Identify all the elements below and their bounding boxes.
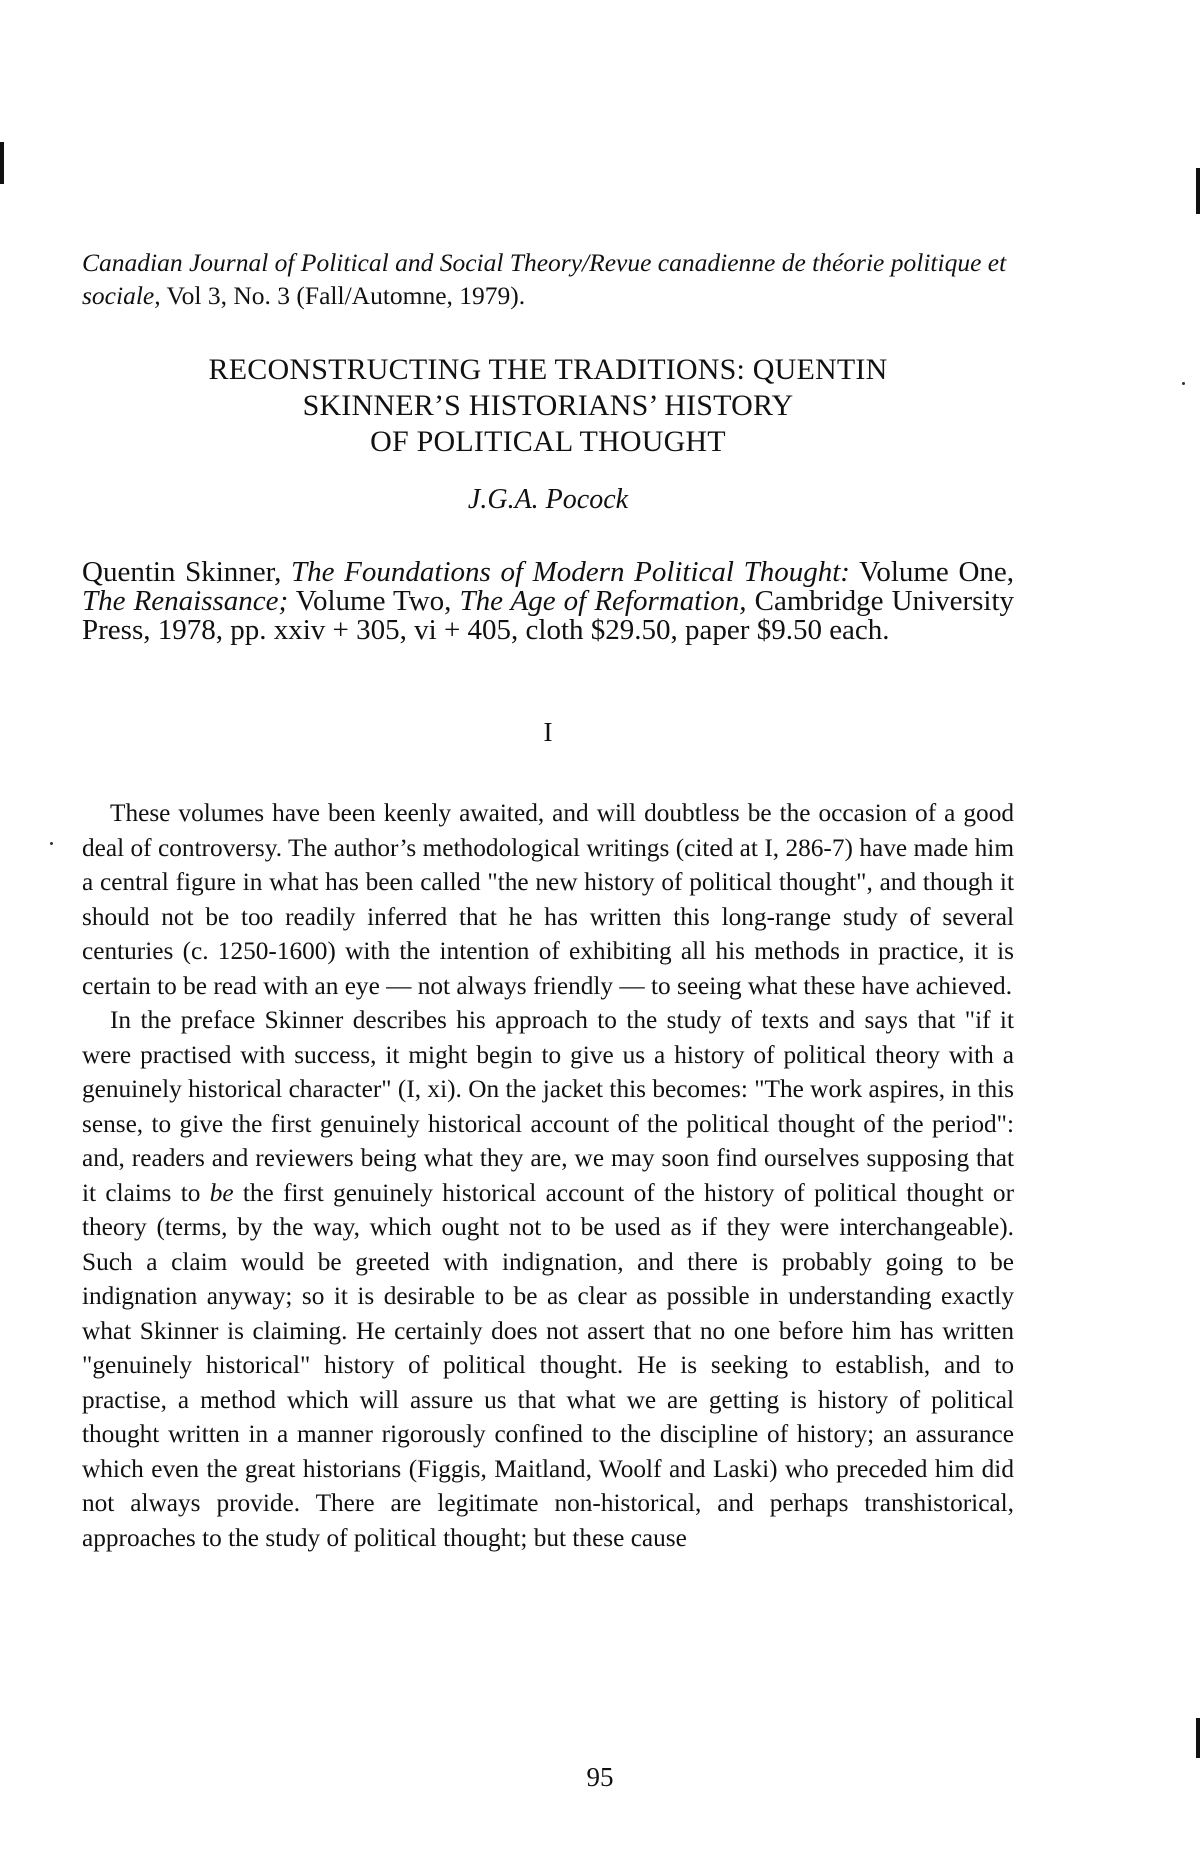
page-number: 95 (586, 1762, 614, 1792)
journal-citation (82, 246, 1014, 312)
journal-name: Canadian Journal of Political and Social Theory/Revue canadienne de théorie politique et sociale, (82, 248, 1007, 310)
article-author: J.G.A. Pocock (467, 484, 629, 515)
paragraph-text: the first genuinely historical account of the history of political thought or theory (terms, by the way, which ought not to be used as if they were interchangeable). Such a claim would be greeted with indignation, and there is probably going to be indignation anyway; so it is desirable to be as clear as possible in understanding exactly what Skinner is claiming. He certainly does not assert that no one before him has written "genuinely historical" history of political thought. He is seeking to establish, and to practise, a method which will assure us that what we are getting is history of political thought written in a manner rigorously confined to the discipline of history; an assurance which even the great historians (Figgis, Maitland, Woolf and Laski) who preceded him did not always provide. There are legitimate non-historical, and perhaps transhistorical, approaches to the study of political thought; but these cause (82, 1178, 1014, 1552)
scan-speck (1182, 382, 1185, 385)
ref-text: Volume One, (849, 556, 1015, 588)
article-title (82, 352, 1014, 460)
reviewed-book-reference (82, 558, 1014, 645)
scan-speck (50, 842, 53, 845)
paragraph: These volumes have been keenly awaited, and will doubtless be the occasion of a good deal of controversy. The author’s methodological writings (cited at I, 286-7) have made him a central figure in what has been called "the new history of political thought", and though it should not be too readily inferred that he has written this long-range study of several centuries (c. 1250-1600) with the intention of exhibiting all his methods in practice, it is certain to be read with an eye — not always friendly — to seeing what these have achieved. (82, 799, 1014, 1000)
paragraph-text: In the preface Skinner describes his approach to the study of texts and says that "if it were practised with success, it might begin to give us a history of political theory with a genuinely historical character" (I, xi). On the jacket this becomes: "The work aspires, in this sense, to give the first genuinely historical account of the political thought of the period": and, readers and reviewers being what they are, we may soon find ourselves supposing that it claims to (82, 1006, 1014, 1207)
ref-text: Quentin Skinner, (82, 556, 292, 588)
scan-edge-mark-right-bottom (1196, 1718, 1200, 1758)
page-content (82, 246, 1014, 1555)
journal-issue: Vol 3, No. 3 (Fall/Automne, 1979). (160, 281, 526, 310)
ref-book-title: The Age of Reformation, (459, 585, 747, 617)
scan-edge-mark-right-top (1196, 168, 1200, 214)
section-number: I (543, 717, 553, 747)
title-line: OF POLITICAL THOUGHT (370, 425, 726, 458)
title-line: RECONSTRUCTING THE TRADITIONS: QUENTIN (208, 353, 888, 386)
ref-text: Cambridge University Press, 1978, pp. xxiv + 305, vi + 405, cloth $29.50, paper $9.50 each. (82, 585, 1015, 646)
title-line: SKINNER’S HISTORIANS’ HISTORY (302, 389, 794, 422)
ref-book-title: The Renaissance; (82, 585, 289, 617)
ref-book-title: The Foundations of Modern Political Thought: (291, 556, 850, 588)
article-body (82, 796, 1014, 1555)
scan-edge-mark-left (0, 142, 4, 184)
ref-text: Volume Two, (288, 585, 460, 617)
paragraph (82, 1003, 1014, 1555)
paragraph-emphasis: be (209, 1178, 234, 1207)
